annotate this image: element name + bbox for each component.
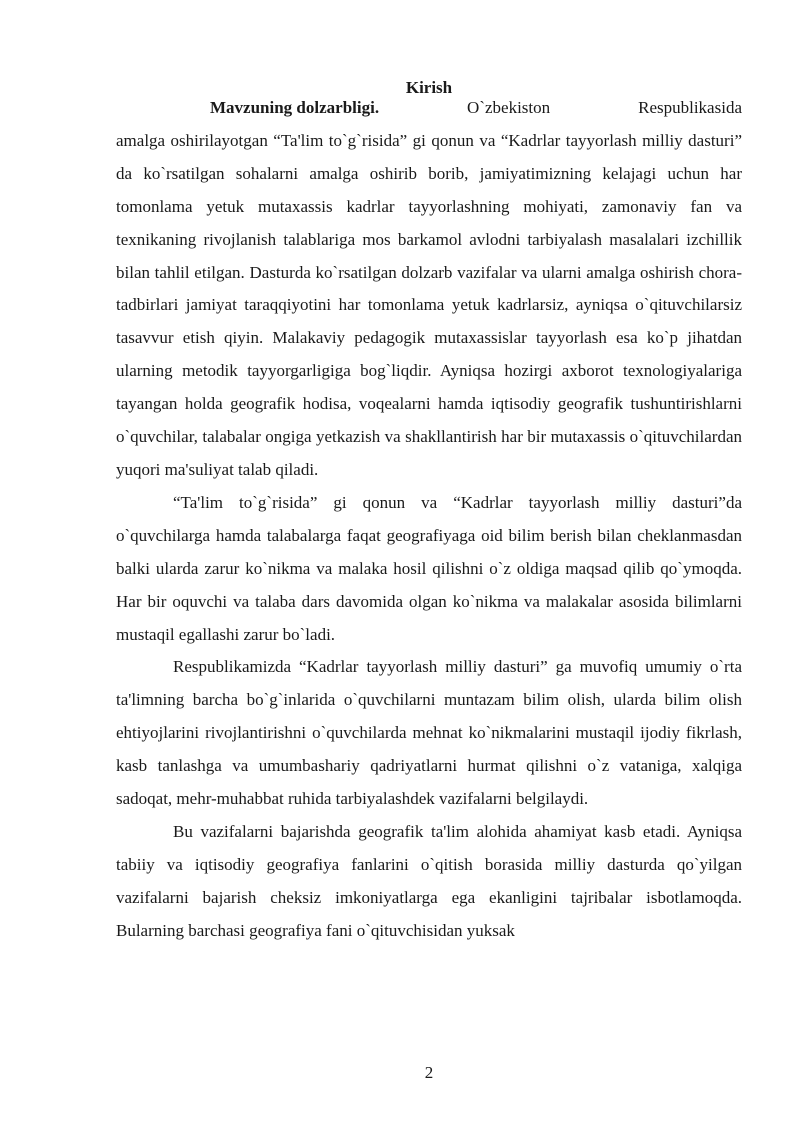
paragraph-2: “Ta'lim to`g`risida” gi qonun va “Kadrlar tayyorlash milliy dasturi”da o`quvchilarga hamda talabalarga faqat geografiyaga oid bilim berish bilan cheklanmasdan balki ularda zarur ko`nikma va malaka hosil qilishni o`z oldiga maqsad qilib qo`ymoqda. Har bir oquvchi va talaba dars davomida olgan ko`nikma va malakalar asosida bilimlarni mustaqil egallashi zarur bo`ladi. [116, 492, 742, 644]
paragraph-1: amalga oshirilayotgan “Ta'lim to`g`risida” gi qonun va “Kadrlar tayyorlash milliy dasturi” da ko`rsatilgan sohalarni amalga oshirib borib, jamiyatimizning kelajagi uchun har tomonlama yetuk mutaxassis kadrlar tayyorlashning mohiyati, zamonaviy fan va texnikaning rivojlanish talablariga mos barkamol avlodni tarbiyalash masalalari izchillik bilan tahlil etilgan. Dasturda ko`rsatilgan dolzarb vazifalar va ularni amalga oshirish chora-tadbirlari jamiyat taraqqiyotini har tomonlama yetuk kadrlarsiz, ayniqsa o`qituvchilarsiz tasavvur etish qiyin. Malakaviy pedagogik mutaxassislar tayyorlash esa ko`p jihatdan ularning metodik tayyorgarligiga bog`liqdir. Ayniqsa hozirgi axborot texnologiyalariga tayangan holda geografik hodisa, voqealarni hamda iqtisodiy geografik tushuntirishlarni o`quvchilar, talabalar ongiga yetkazish va shakllantirish har bir mutaxassis o`qituvchilardan yuqori ma'suliyat talab qiladi. [116, 130, 742, 479]
document-title: Kirish [405, 78, 453, 97]
section-heading: Mavzuning dolzarbligi. [210, 98, 380, 117]
paragraph-3: Respublikamizda “Kadrlar tayyorlash milliy dasturi” ga muvofiq umumiy o`rta ta'limning barcha bo`g`inlarida o`quvchilarni muntazam bilim olish, ularda bilim olish ehtiyojlarini rivojlantirishni o`quvchilarda mehnat ko`nikmalarini mustaqil ijodiy fikrlash, kasb tanlashga va umumbashariy qadriyatlarni hurmat qilishni o`z vataniga, xalqiga sadoqat, mehr-muhabbat ruhida tarbiyalashdek vazifalarni belgilaydi. [116, 657, 742, 809]
document-body [116, 92, 742, 948]
page-number: 2 [424, 1063, 434, 1082]
paragraph-4: Bu vazifalarni bajarishda geografik ta'lim alohida ahamiyat kasb etadi. Ayniqsa tabiiy va iqtisodiy geografiya fanlarini o`qitish borasida milliy dasturda qo`yilgan vazifalarni bajarish cheksiz imkoniyatlarga ega ekanligini tajribalar isbotlamoqda. Bularning barchasi geografiya fani o`qituvchisidan yuksak [116, 821, 742, 940]
first-line-word-2: Respublikasida [638, 98, 742, 117]
first-line [116, 92, 742, 125]
first-line-word-1: O`zbekiston [467, 98, 551, 117]
